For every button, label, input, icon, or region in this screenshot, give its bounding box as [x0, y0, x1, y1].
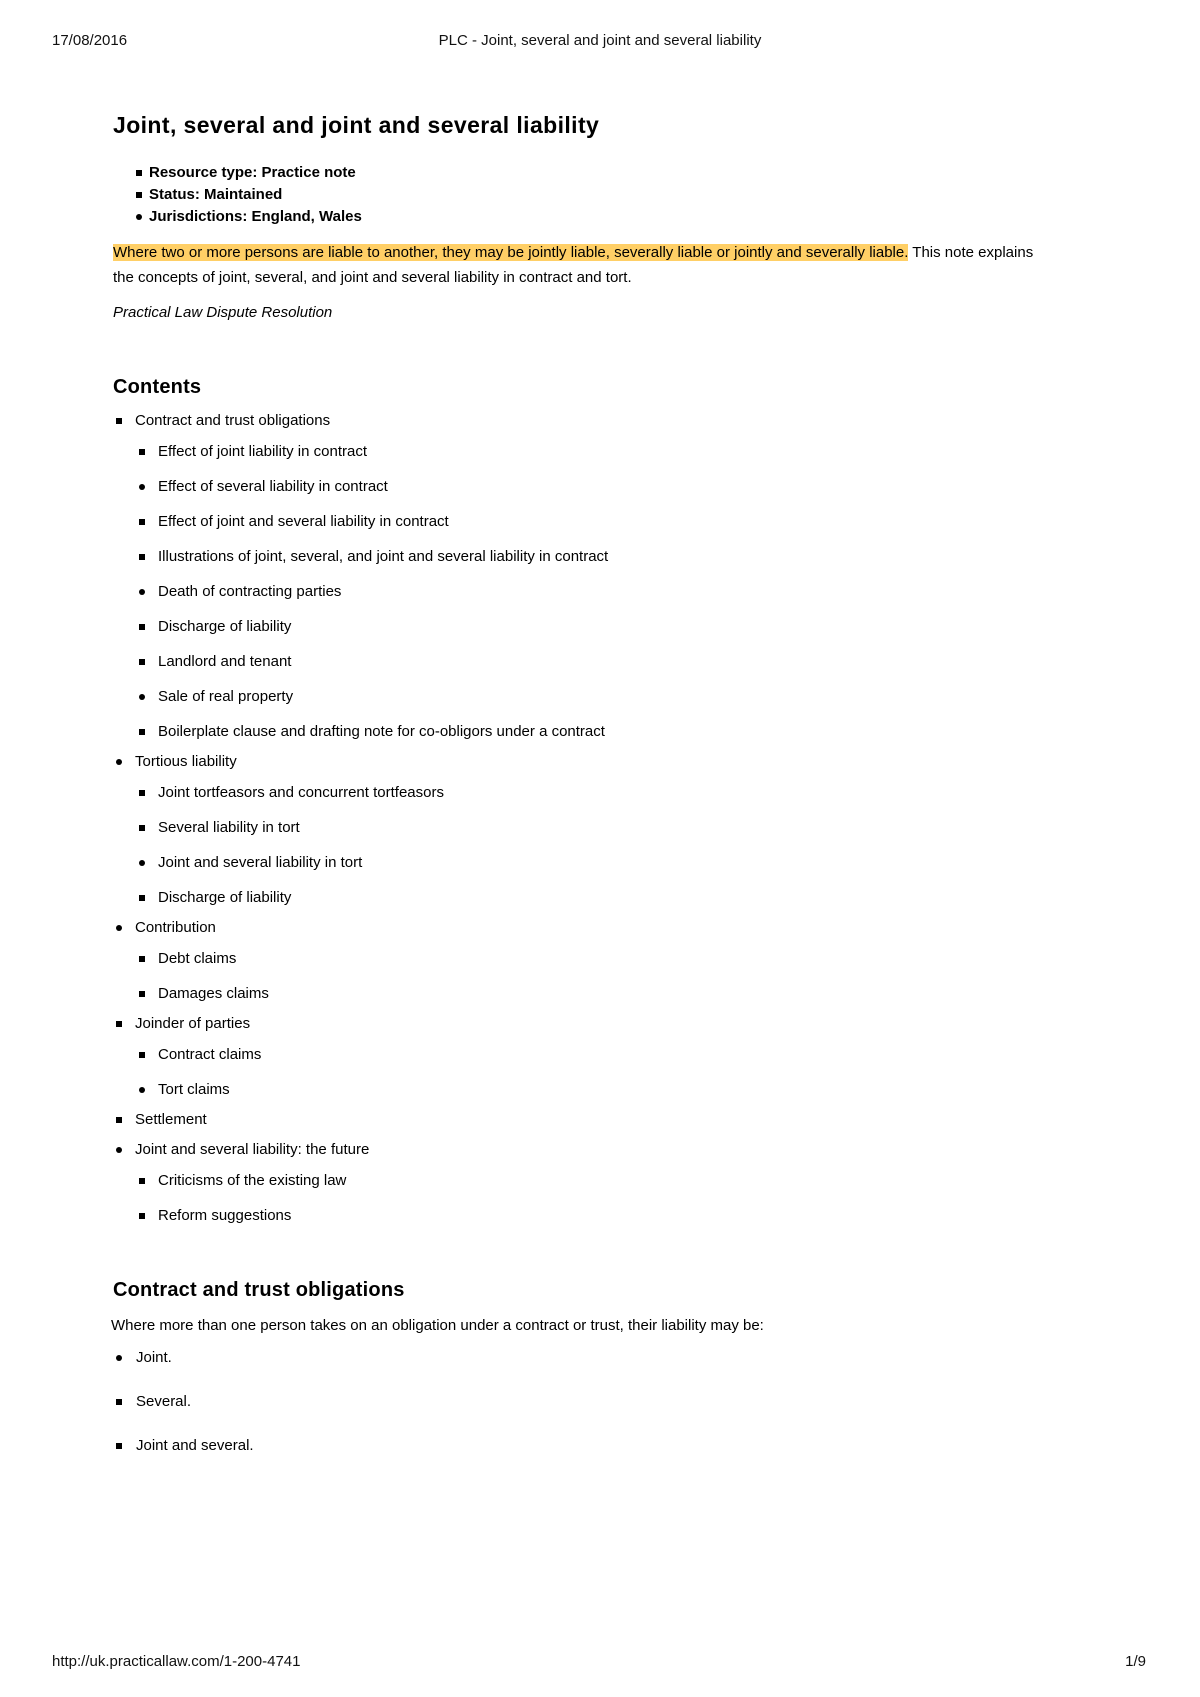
- list-item: Joint and several.: [113, 1435, 1053, 1457]
- liability-kinds-list: [113, 1347, 1053, 1457]
- intro-paragraph: [113, 240, 1053, 290]
- toc-link[interactable]: Sale of real property: [158, 688, 294, 705]
- toc-link[interactable]: Debt claims: [158, 950, 237, 967]
- square-bullet-icon: [139, 1052, 145, 1058]
- square-bullet-icon: [116, 1443, 122, 1449]
- toc-item[interactable]: [113, 1013, 1053, 1101]
- round-bullet-icon: [139, 860, 145, 866]
- square-bullet-icon: [139, 1178, 145, 1184]
- toc-subitem[interactable]: [135, 651, 1053, 673]
- toc-item[interactable]: [113, 1139, 1053, 1227]
- toc-link[interactable]: Landlord and tenant: [158, 653, 292, 670]
- toc-sublist: [135, 782, 1053, 909]
- square-bullet-icon: [136, 192, 142, 198]
- toc-item[interactable]: [113, 751, 1053, 909]
- round-bullet-icon: [116, 1147, 122, 1153]
- list-item: Several.: [113, 1391, 1053, 1413]
- list-item: Joint.: [113, 1347, 1053, 1369]
- byline: Practical Law Dispute Resolution: [113, 304, 333, 321]
- round-bullet-icon: [116, 759, 122, 765]
- toc-subitem[interactable]: [135, 721, 1053, 743]
- round-bullet-icon: [139, 484, 145, 490]
- section-paragraph: Where more than one person takes on an obligation under a contract or trust, their liability may be:: [111, 1317, 764, 1334]
- toc-link[interactable]: Discharge of liability: [158, 618, 292, 635]
- resource-meta-list: [113, 162, 1053, 228]
- toc-link[interactable]: Discharge of liability: [158, 889, 292, 906]
- print-page-title: PLC - Joint, several and joint and several liability: [438, 32, 762, 49]
- round-bullet-icon: [139, 694, 145, 700]
- toc-subitem[interactable]: [135, 782, 1053, 804]
- square-bullet-icon: [139, 449, 145, 455]
- toc-item[interactable]: [113, 1109, 1053, 1131]
- round-bullet-icon: [139, 589, 145, 595]
- square-bullet-icon: [139, 790, 145, 796]
- toc-link[interactable]: Illustrations of joint, several, and joint and several liability in contract: [158, 548, 609, 565]
- square-bullet-icon: [139, 659, 145, 665]
- square-bullet-icon: [139, 956, 145, 962]
- toc-item[interactable]: [113, 917, 1053, 1005]
- page-number: 1/9: [1125, 1653, 1146, 1670]
- toc-link[interactable]: Settlement: [135, 1111, 207, 1128]
- toc-link[interactable]: Effect of several liability in contract: [158, 478, 388, 495]
- square-bullet-icon: [139, 1213, 145, 1219]
- toc-link[interactable]: Contribution: [135, 919, 216, 936]
- toc-subitem[interactable]: [135, 441, 1053, 463]
- document-body: [113, 110, 1053, 1479]
- toc-subitem[interactable]: [135, 817, 1053, 839]
- toc-link[interactable]: Effect of joint liability in contract: [158, 443, 367, 460]
- toc-link[interactable]: Criticisms of the existing law: [158, 1172, 347, 1189]
- square-bullet-icon: [136, 170, 142, 176]
- toc-link[interactable]: Reform suggestions: [158, 1207, 292, 1224]
- toc-subitem[interactable]: [135, 511, 1053, 533]
- toc-sublist: [135, 948, 1053, 1005]
- section-heading: Contract and trust obligations: [113, 1279, 405, 1301]
- highlighted-text: Where two or more persons are liable to another, they may be jointly liable, severally liable or jointly and severally liable.: [113, 244, 909, 261]
- toc-subitem[interactable]: [135, 852, 1053, 874]
- print-date: 17/08/2016: [52, 32, 128, 49]
- document-title: Joint, several and joint and several liability: [113, 112, 600, 138]
- toc-subitem[interactable]: [135, 887, 1053, 909]
- toc-link[interactable]: Contract claims: [158, 1046, 262, 1063]
- square-bullet-icon: [139, 825, 145, 831]
- square-bullet-icon: [116, 418, 122, 424]
- toc-subitem[interactable]: [135, 1079, 1053, 1101]
- print-footer: [0, 1653, 1200, 1673]
- toc-link[interactable]: Damages claims: [158, 985, 269, 1002]
- contents-heading: Contents: [113, 376, 202, 398]
- meta-status: Status: Maintained: [136, 184, 1053, 206]
- toc-item[interactable]: [113, 410, 1053, 743]
- square-bullet-icon: [139, 729, 145, 735]
- toc-link[interactable]: Joinder of parties: [135, 1015, 251, 1032]
- square-bullet-icon: [139, 895, 145, 901]
- toc-sublist: [135, 1170, 1053, 1227]
- toc-link[interactable]: Contract and trust obligations: [135, 412, 331, 429]
- table-of-contents: [113, 410, 1053, 1227]
- toc-sublist: [135, 441, 1053, 743]
- toc-subitem[interactable]: [135, 1044, 1053, 1066]
- square-bullet-icon: [116, 1117, 122, 1123]
- toc-subitem[interactable]: [135, 1170, 1053, 1192]
- toc-sublist: [135, 1044, 1053, 1101]
- square-bullet-icon: [116, 1021, 122, 1027]
- toc-link[interactable]: Joint and several liability in tort: [158, 854, 363, 871]
- intro-rest-text: This note explains the concepts of joint, several, and joint and several liability in contract and tort.: [113, 244, 1034, 286]
- toc-link[interactable]: Tort claims: [158, 1081, 230, 1098]
- toc-link[interactable]: Several liability in tort: [158, 819, 300, 836]
- toc-subitem[interactable]: [135, 983, 1053, 1005]
- square-bullet-icon: [139, 624, 145, 630]
- toc-subitem[interactable]: [135, 686, 1053, 708]
- toc-subitem[interactable]: [135, 476, 1053, 498]
- toc-link[interactable]: Boilerplate clause and drafting note for co-obligors under a contract: [158, 723, 605, 740]
- toc-link[interactable]: Joint tortfeasors and concurrent tortfeasors: [158, 784, 444, 801]
- toc-subitem[interactable]: [135, 616, 1053, 638]
- square-bullet-icon: [116, 1399, 122, 1405]
- square-bullet-icon: [139, 991, 145, 997]
- meta-resource-type: Resource type: Practice note: [136, 162, 1053, 184]
- toc-subitem[interactable]: [135, 948, 1053, 970]
- toc-link[interactable]: Joint and several liability: the future: [135, 1141, 370, 1158]
- toc-subitem[interactable]: [135, 581, 1053, 603]
- round-bullet-icon: [116, 925, 122, 931]
- round-bullet-icon: [116, 1355, 122, 1361]
- page-url: http://uk.practicallaw.com/1-200-4741: [52, 1653, 301, 1670]
- round-bullet-icon: [139, 1087, 145, 1093]
- round-bullet-icon: [136, 214, 142, 220]
- print-header: [0, 32, 1200, 52]
- toc-subitem[interactable]: [135, 1205, 1053, 1227]
- meta-jurisdictions: Jurisdictions: England, Wales: [136, 206, 1053, 228]
- toc-link[interactable]: Death of contracting parties: [158, 583, 342, 600]
- toc-link[interactable]: Effect of joint and several liability in contract: [158, 513, 449, 530]
- toc-subitem[interactable]: [135, 546, 1053, 568]
- square-bullet-icon: [139, 519, 145, 525]
- toc-link[interactable]: Tortious liability: [135, 753, 237, 770]
- square-bullet-icon: [139, 554, 145, 560]
